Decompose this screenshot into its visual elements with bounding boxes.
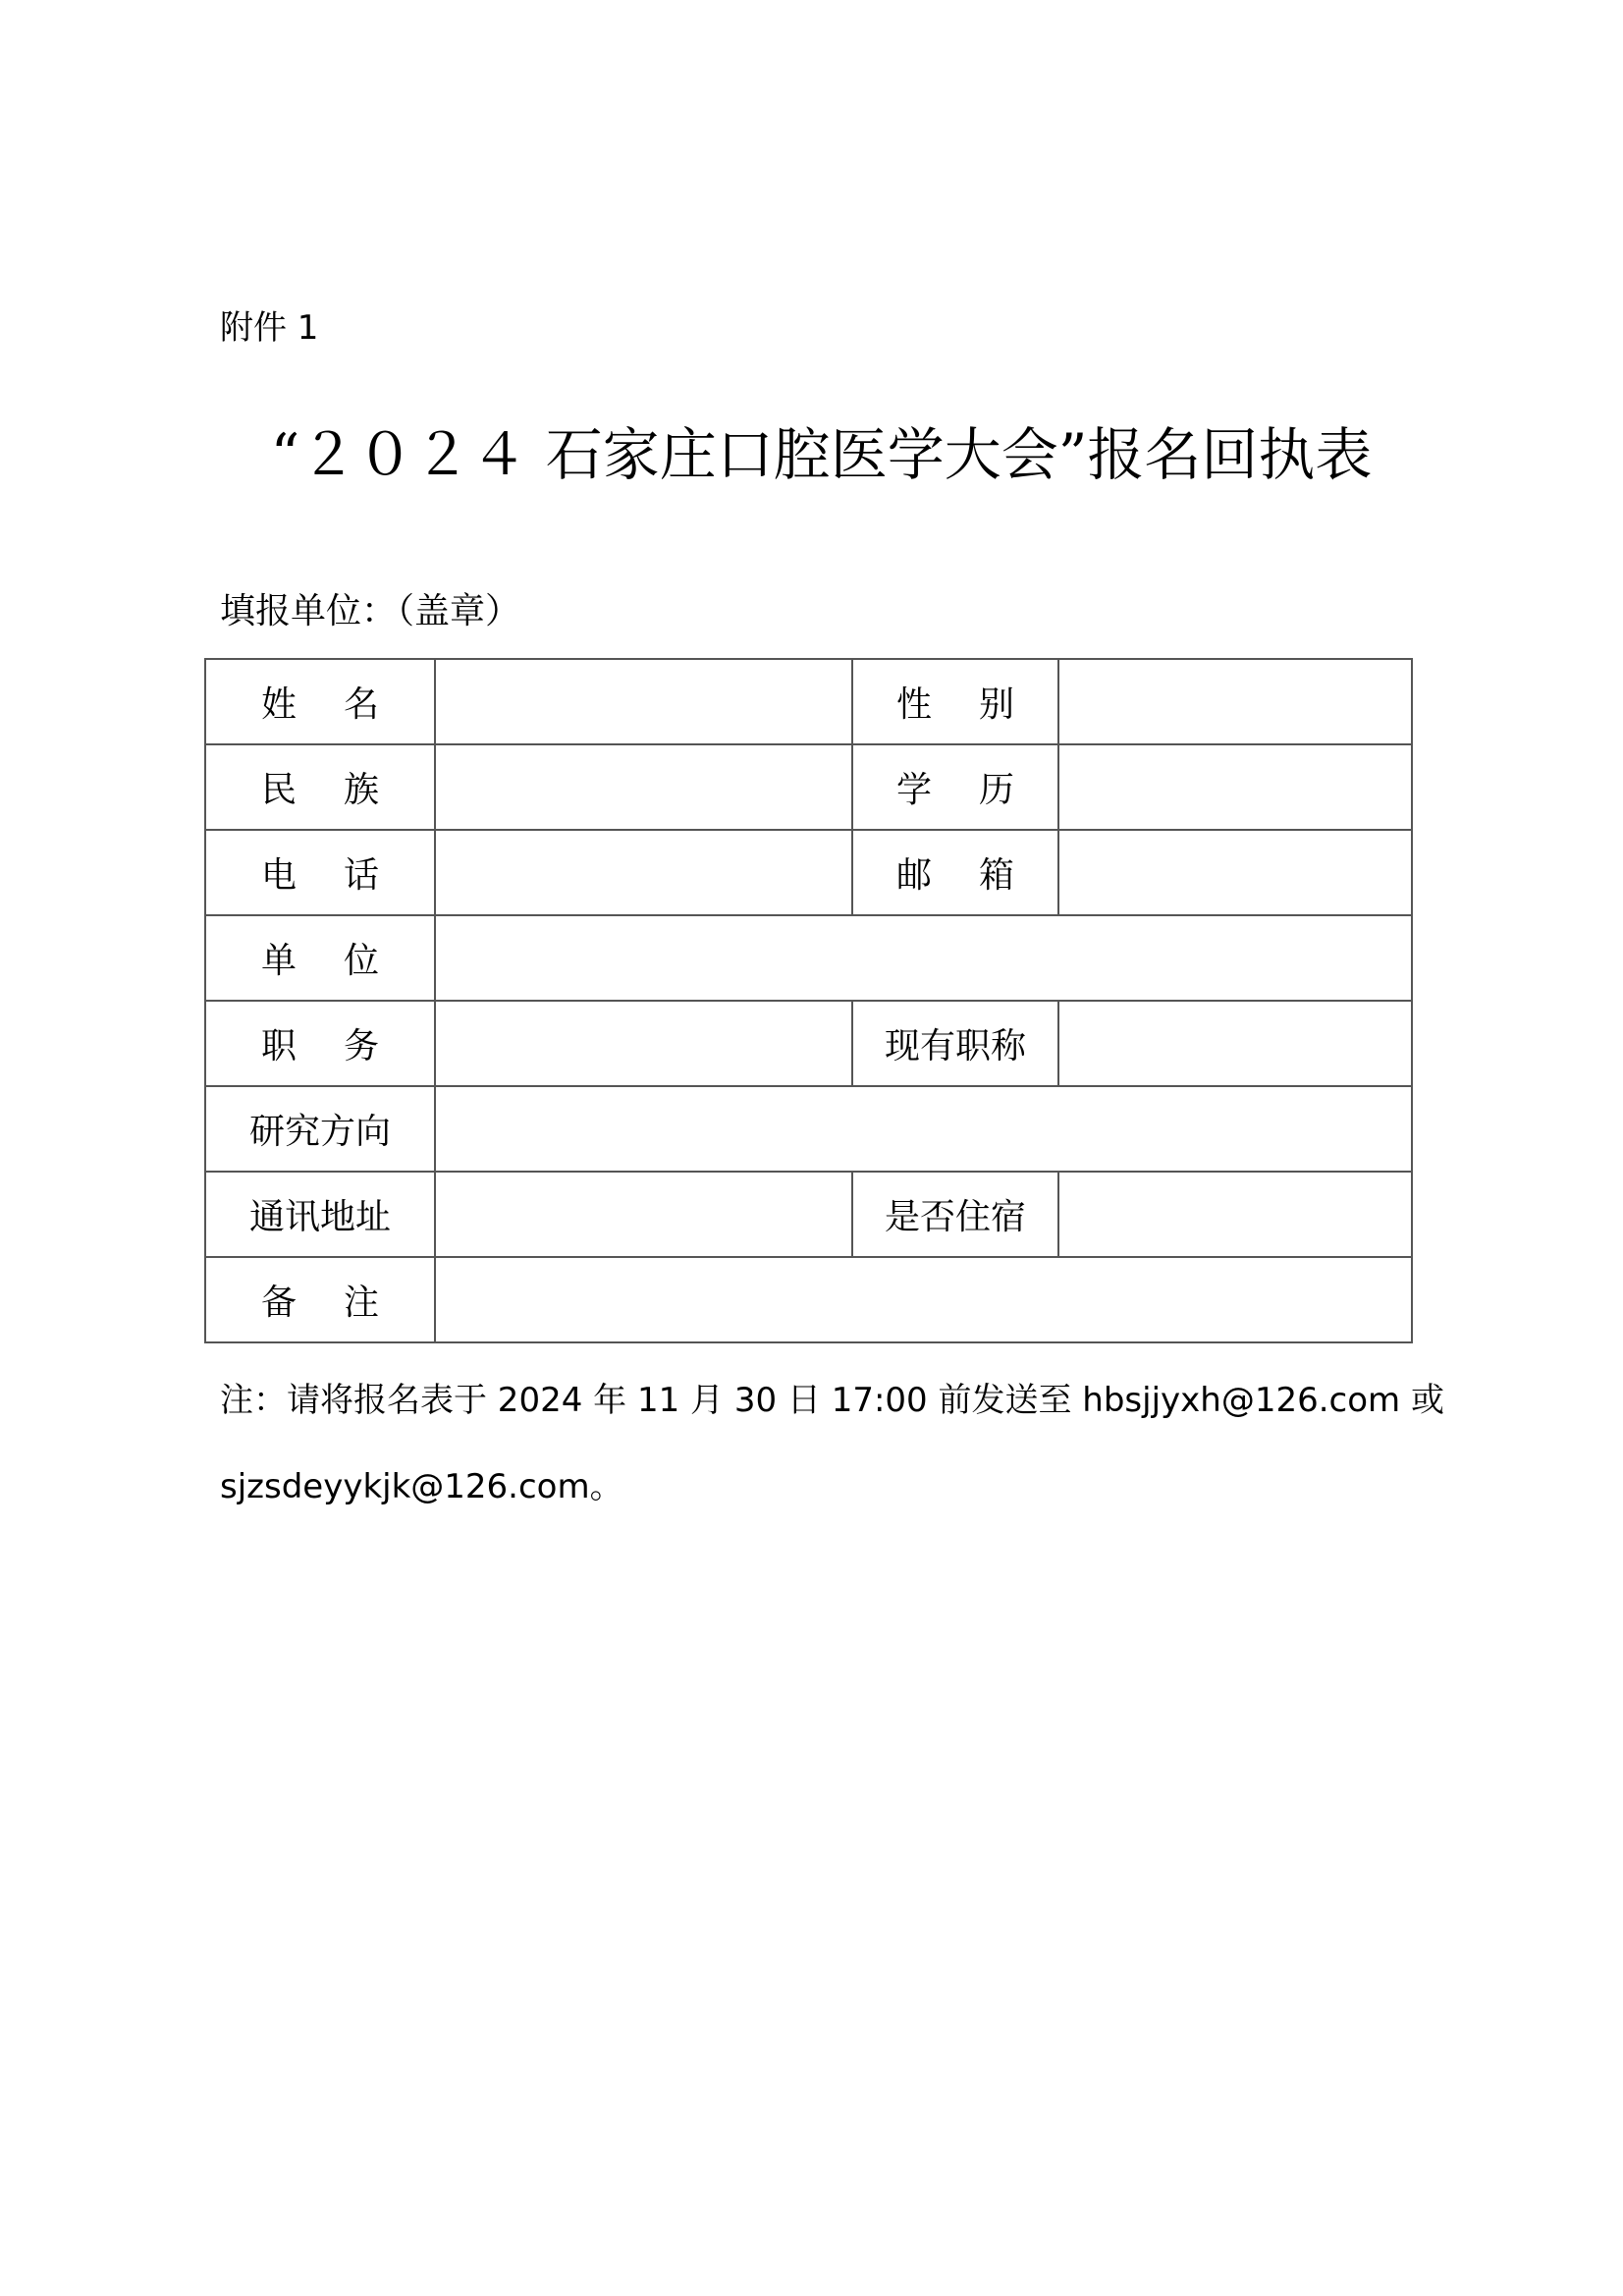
gender-label: 性别 bbox=[895, 684, 1061, 725]
gender-input-cell[interactable] bbox=[1058, 659, 1412, 744]
lodging-label-cell bbox=[852, 1172, 1058, 1257]
table-row bbox=[205, 744, 1412, 830]
education-input-cell[interactable] bbox=[1058, 744, 1412, 830]
ethnicity-label-cell bbox=[205, 744, 435, 830]
professional-title-input-cell[interactable] bbox=[1058, 1001, 1412, 1086]
education-label-cell bbox=[852, 744, 1061, 830]
phone-label: 电话 bbox=[260, 855, 426, 896]
lodging-input-cell[interactable] bbox=[1058, 1172, 1412, 1257]
position-label-cell bbox=[205, 1001, 435, 1086]
unit-label: 单位 bbox=[260, 941, 426, 981]
lodging-label: 是否住宿 bbox=[884, 1197, 1026, 1237]
table-row bbox=[205, 915, 1412, 1001]
email-label: 邮箱 bbox=[895, 855, 1061, 896]
education-label: 学历 bbox=[895, 770, 1061, 810]
address-label-cell bbox=[205, 1172, 435, 1257]
registration-form-table bbox=[204, 658, 1413, 1343]
research-input-cell[interactable] bbox=[435, 1086, 1412, 1172]
submission-note-line1: 注：请将报名表于 2024 年 11 月 30 日 17:00 前发送至 hbsjjyxh@126.com 或 bbox=[220, 1381, 1444, 1420]
table-row bbox=[205, 1257, 1412, 1342]
professional-title-label: 现有职称 bbox=[884, 1026, 1026, 1066]
professional-title-label-cell bbox=[852, 1001, 1058, 1086]
name-input-cell[interactable] bbox=[435, 659, 852, 744]
research-label-cell bbox=[205, 1086, 435, 1172]
attachment-label: 附件 1 bbox=[220, 308, 319, 348]
email-label-cell bbox=[852, 830, 1061, 915]
unit-label-cell bbox=[205, 915, 435, 1001]
remarks-label-cell bbox=[205, 1257, 435, 1342]
page-title: “２０２４ 石家庄口腔医学大会”报名回执表 bbox=[270, 421, 1373, 488]
submission-note-line2: sjzsdeyykjk@126.com。 bbox=[220, 1467, 623, 1506]
name-label-cell bbox=[205, 659, 435, 744]
table-row bbox=[205, 1086, 1412, 1172]
table-row bbox=[205, 1172, 1412, 1257]
position-label: 职务 bbox=[260, 1026, 426, 1066]
phone-label-cell bbox=[205, 830, 435, 915]
address-label: 通讯地址 bbox=[248, 1197, 391, 1237]
table-row bbox=[205, 659, 1412, 744]
research-direction-label: 研究方向 bbox=[248, 1112, 391, 1152]
phone-input-cell[interactable] bbox=[435, 830, 852, 915]
gender-label-cell bbox=[852, 659, 1061, 744]
name-label: 姓名 bbox=[260, 684, 426, 725]
unit-input-cell[interactable] bbox=[435, 915, 1412, 1001]
remarks-label: 备注 bbox=[260, 1283, 426, 1323]
remarks-input-cell[interactable] bbox=[435, 1257, 1412, 1342]
address-input-cell[interactable] bbox=[435, 1172, 852, 1257]
table-row bbox=[205, 1001, 1412, 1086]
filling-unit-label: 填报单位：（盖章） bbox=[220, 591, 521, 631]
position-input-cell[interactable] bbox=[435, 1001, 852, 1086]
ethnicity-input-cell[interactable] bbox=[435, 744, 852, 830]
ethnicity-label: 民族 bbox=[260, 770, 426, 810]
table-row bbox=[205, 830, 1412, 915]
email-input-cell[interactable] bbox=[1058, 830, 1412, 915]
